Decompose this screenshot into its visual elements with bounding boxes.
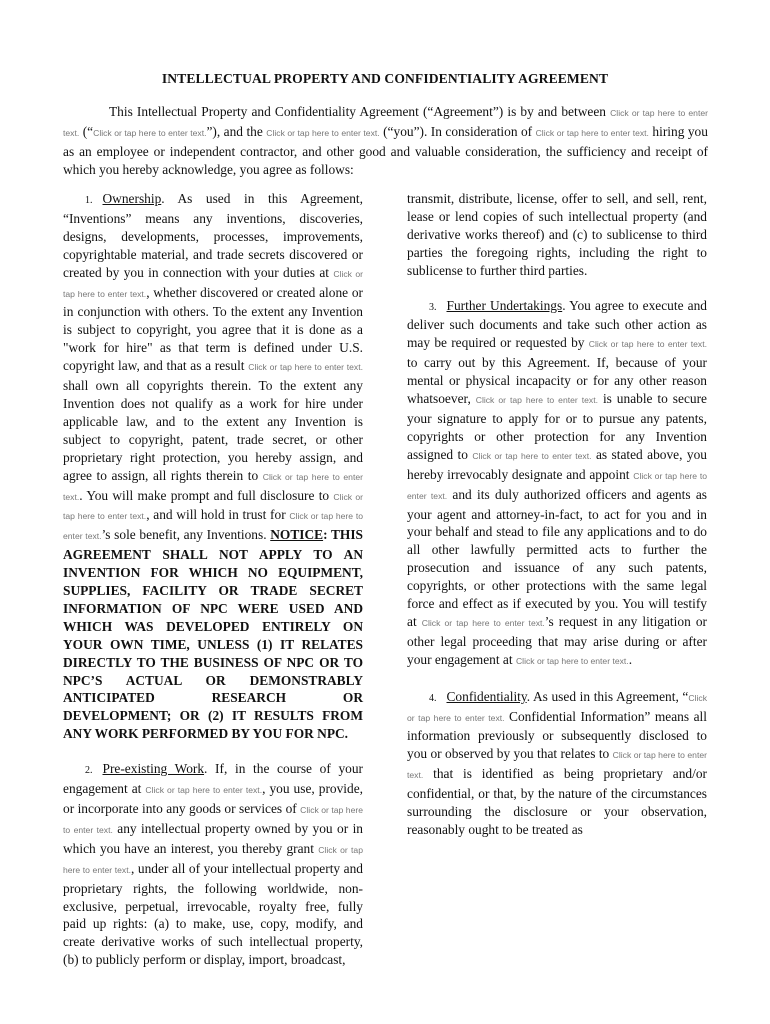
document-title: INTELLECTUAL PROPERTY AND CONFIDENTIALITY AGREEMENT [161,71,609,86]
intro-text: (“ [82,123,94,139]
section-text: and its duly authorized officers and agents as your agent and attorney-in-fact, to act for you and in your behalf and stead to file any applications and to do all other lawfully permitted acts to further the prosecution and issuance of any such patents, copyrights, or other protections with the same legal force and effect as if executed by you. You will testify at [407,486,707,629]
section-text: , you use, provide, or incorporate into any goods or services of [63,781,364,816]
section-text: is unable to secure your signature to apply for or to pursue any patents, copyrights or other protection for any Invention assigned to [407,391,707,462]
section-heading: Ownership [102,191,162,206]
section-text: . You will make prompt and full disclosure to [79,487,330,503]
placeholder-field[interactable]: Click or tap here to enter text. [63,844,363,875]
section-text-continued-right: transmit, distribute, license, offer to sell, and sell, rent, lease or lend copies of such intellectual property (and derivative works thereof) and (c) to sublicense to third parties the foregoing rights, including the right to sublicense to further third parties. [407,191,707,278]
section-number: 3. [429,301,437,313]
section-text: any intellectual property owned by you or in which you have an interest, you thereby grant [63,820,363,856]
section-further-undertakings [407,297,707,671]
intro-text: (“you”). In consideration of [383,123,533,139]
right-column [407,190,707,839]
section-text: shall own all copyrights therein. To the extent any Invention does not qualify as a work for hire under applicable law, and to the extent any Invention is subject to copyright, patent, trade secret, or other proprietary right protection, you hereby assign, and agree to assign, all rights therein to [63,378,363,483]
section-text: . If, in the course of your engagement at [63,761,364,797]
hiring-party-field[interactable]: Click or tap here to enter text. [535,127,649,138]
section-text: that is identified as being proprietary and/or confidential, or that, by the nature of the circumstances surrounding the disclosure or your observation, reasonably ought to be treated as [407,766,707,837]
section-text: . [628,651,633,667]
section-heading: Pre-existing Work [102,761,205,777]
intro-text: hiring you as an employee or independent contractor, and other good and valuable consideration, the sufficiency and receipt of which you hereby acknowledge, you agree as follows: [63,123,708,177]
section-heading: Further Undertakings [446,297,563,313]
section-text: to carry out by this Agreement. If, because of your mental or physical incapacity or for any other reason whatsoever, [407,355,707,407]
section-text: , and will hold in trust for [146,507,286,523]
section-text: , whether discovered or created alone or in conjunction with others. To the extent any Invention is subject to copyright, you agree that it is done as a "work for hire" as that term is defined under U.S. copyright law, and that as a result [63,284,363,374]
intro-text: This Intellectual Property and Confidentiality Agreement (“Agreement”) is by and between [109,104,606,119]
placeholder-field[interactable]: Click or tap here to enter text. [63,491,363,522]
party-short-name-field[interactable]: Click or tap here to enter text. [93,127,207,138]
section-text: ’s sole benefit, any Inventions. [101,527,267,543]
placeholder-field[interactable]: Click or tap here to enter text. [63,471,363,502]
section-number: 4. [429,692,437,704]
section-text-continued: , under all of your intellectual property and proprietary rights, the following worldwide, non-exclusive, perpetual, irrevocable, royalty free, fully paid up rights: (a) to make, use, copy, modify, and create derivative works of such intellectual property, (b) to publicly perform or display, import, broadcast, [63,860,364,968]
party-field[interactable]: Click or tap here to enter text. [63,108,708,138]
section-pre-existing-work [63,760,363,969]
section-number: 2. [85,765,93,777]
notice-text: : THIS AGREEMENT SHALL NOT APPLY TO AN INVENTION FOR WHICH NO EQUIPMENT, SUPPLIES, FACILITY OR TRADE SECRET INFORMATION OF NPC WERE USED AND WHICH WAS DEVELOPED ENTIRELY ON YOUR OWN TIME, UNLESS (1) IT RELATES DIRECTLY TO THE BUSINESS OF NPC OR TO NPC’S ACTUAL OR DEMONSTRABLY ANTICIPATED RESEARCH OR DEVELOPMENT; OR (2) IT RESULTS FROM ANY WORK PERFORMED BY YOU FOR NPC. [63,527,363,742]
section-text: ’s request in any litigation or other legal proceeding that may arise during or after your engagement at [407,613,707,667]
notice-label: NOTICE [270,527,324,543]
placeholder-field[interactable]: Click or tap here to enter text. [421,617,545,628]
placeholder-field[interactable]: Click or tap here to enter text. [475,395,598,406]
placeholder-field[interactable]: Click or tap here to enter text. [63,805,363,835]
left-column [63,190,363,969]
placeholder-field[interactable]: Click or tap here to enter text. [472,450,592,461]
section-text: . As used in this Agreement, “ [526,688,689,704]
placeholder-field[interactable]: Click or tap here to enter text. [248,362,364,373]
section-text: . You agree to execute and deliver such documents and take such other action as may be required or requested by [407,297,707,351]
placeholder-field[interactable]: Click or tap here to enter text. [407,750,707,781]
section-ownership [63,190,363,743]
section-heading: Confidentiality [446,688,527,704]
placeholder-field[interactable]: Click or tap here to enter text. [63,268,363,299]
section-number: 1. [85,195,93,206]
placeholder-field[interactable]: Click or tap here to enter text. [407,692,707,723]
section-confidentiality [407,688,707,839]
section-text: as stated above, you hereby irrevocably designate and appoint [407,446,707,482]
placeholder-field[interactable]: Click or tap here to enter text. [145,785,263,796]
placeholder-field[interactable]: Click or tap here to enter text. [515,655,629,666]
placeholder-field[interactable]: Click or tap here to enter text. [588,339,707,350]
intro-text: ”), and the [206,123,263,139]
section-text: Confidential Information” means all information previously or subsequently disclosed to you or observed by you that relates to [407,708,707,762]
placeholder-field[interactable]: Click or tap here to enter text. [407,470,707,501]
intro-paragraph [63,103,708,179]
placeholder-field[interactable]: Click or tap here to enter text. [63,511,363,542]
counterparty-field[interactable]: Click or tap here to enter text. [266,127,380,138]
section-text: . As used in this Agreement, “Inventions” means any inventions, discoveries, designs, developments, processes, improvements, copyrightable material, and trade secrets discovered or created by you in connection with your duties at [63,191,363,280]
